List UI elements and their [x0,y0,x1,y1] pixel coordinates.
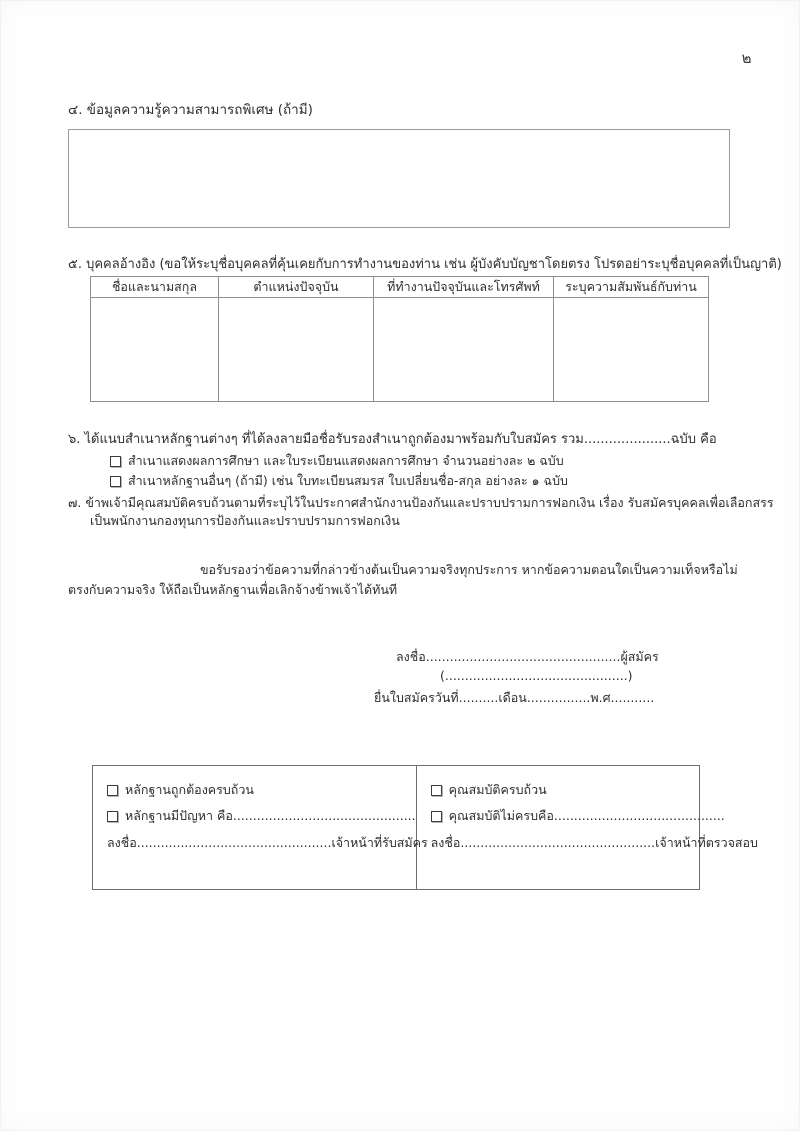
official-checkbox-label-documents-complete: หลักฐานถูกต้องครบถ้วน [125,782,254,797]
official-checkbox-row-documents-problem[interactable] [107,806,416,826]
official-checkbox-label-qualifications-complete: คุณสมบัติครบถ้วน [448,782,547,797]
page-number: ๒ [741,49,752,67]
certification-line-1: ขอรับรองว่าข้อความที่กล่าวข้างต้นเป็นความจริงทุกประการ หากข้อความตอนใดเป็นความเท็จหรือไม่ [200,562,738,577]
item-7-text-line-2: เป็นพนักงานกองทุนการป้องกันและปราบปรามการฟอกเงิน [90,513,400,528]
references-table [90,276,709,402]
cell-position[interactable] [219,298,374,402]
section-5-heading: ๕. บุคคลอ้างอิง (ขอให้ระบุชื่อบุคคลที่คุ้นเคยกับการทำงานของท่าน เช่น ผู้บังคับบัญชาโดยตรง โปรดอย่าระบุชื่อบุคคลที่เป็นญาติ) [68,257,782,272]
column-header-workplace-phone: ที่ทำงานปัจจุบันและโทรศัพท์ [374,277,554,298]
column-header-relationship: ระบุความสัมพันธ์กับท่าน [554,277,709,298]
checkbox-icon[interactable] [431,785,442,796]
applicant-signature-line[interactable]: ลงชื่อ.................................................ผู้สมัคร [396,649,659,664]
cell-relationship[interactable] [554,298,709,402]
official-use-box [92,765,758,890]
item-6-checkbox-label-transcript: สำเนาแสดงผลการศึกษา และใบระเบียนแสดงผลการศึกษา จำนวนอย่างละ ๒ ฉบับ [128,453,564,468]
certification-line-2: ตรงกับความจริง ให้ถือเป็นหลักฐานเพื่อเลิกจ้างข้าพเจ้าได้ทันที [68,582,398,597]
submission-date-line[interactable]: ยื่นใบสมัครวันที่..........เดือน................พ.ศ........... [374,690,655,705]
official-checkbox-label-documents-problem: หลักฐานมีปัญหา คือ.............................................. [125,808,416,823]
verifying-officer-signature-line[interactable]: ลงชื่อ.................................................เจ้าหน้าที่ตรวจสอบ [430,835,758,850]
cell-workplace-phone[interactable] [374,298,554,402]
table-header-row [91,277,709,298]
official-checkbox-row-documents-complete[interactable] [107,780,416,800]
checkbox-icon[interactable] [107,811,118,822]
item-6-text: ๖. ได้แนบสำเนาหลักฐานต่างๆ ที่ได้ลงลายมือชื่อรับรองสำเนาถูกต้องมาพร้อมกับใบสมัคร รวม.....................ฉบับ คือ [68,432,717,447]
column-header-name: ชื่อและนามสกุล [91,277,219,298]
item-6-checkbox-label-other-documents: สำเนาหลักฐานอื่นๆ (ถ้ามี) เช่น ใบทะเบียนสมรส ใบเปลี่ยนชื่อ-สกุล อย่างละ ๑ ฉบับ [128,473,568,488]
official-checkbox-row-qualifications-complete[interactable] [431,780,725,800]
official-use-column-documents [93,766,428,889]
checkbox-icon[interactable] [110,456,121,467]
table-row [91,298,709,402]
official-checkbox-row-qualifications-incomplete[interactable] [431,806,725,826]
checkbox-icon[interactable] [110,476,121,487]
official-use-column-qualifications [417,766,758,889]
section-4-special-skills-box[interactable] [68,129,730,228]
item-6-checkbox-row-other-documents[interactable] [110,471,568,491]
checkbox-icon[interactable] [107,785,118,796]
section-4-heading: ๔. ข้อมูลความรู้ความสามารถพิเศษ (ถ้ามี) [68,102,313,118]
receiving-officer-signature-line[interactable]: ลงชื่อ.................................................เจ้าหน้าที่รับสมัคร [107,835,428,850]
official-checkbox-label-qualifications-incomplete: คุณสมบัติไม่ครบคือ........................................... [448,808,725,823]
applicant-name-parenthesis-line[interactable]: (..............................................) [440,668,633,683]
column-header-position: ตำแหน่งปัจจุบัน [219,277,374,298]
item-7-text-line-1: ๗. ข้าพเจ้ามีคุณสมบัติครบถ้วนตามที่ระบุไว้ในประกาศสำนักงานป้องกันและปราบปรามการฟอกเงิน เรื่อง รับสมัครบุคคลเพื่อเลือกสรร [68,495,774,510]
checkbox-icon[interactable] [431,811,442,822]
item-6-checkbox-row-transcript[interactable] [110,451,564,471]
cell-name[interactable] [91,298,219,402]
